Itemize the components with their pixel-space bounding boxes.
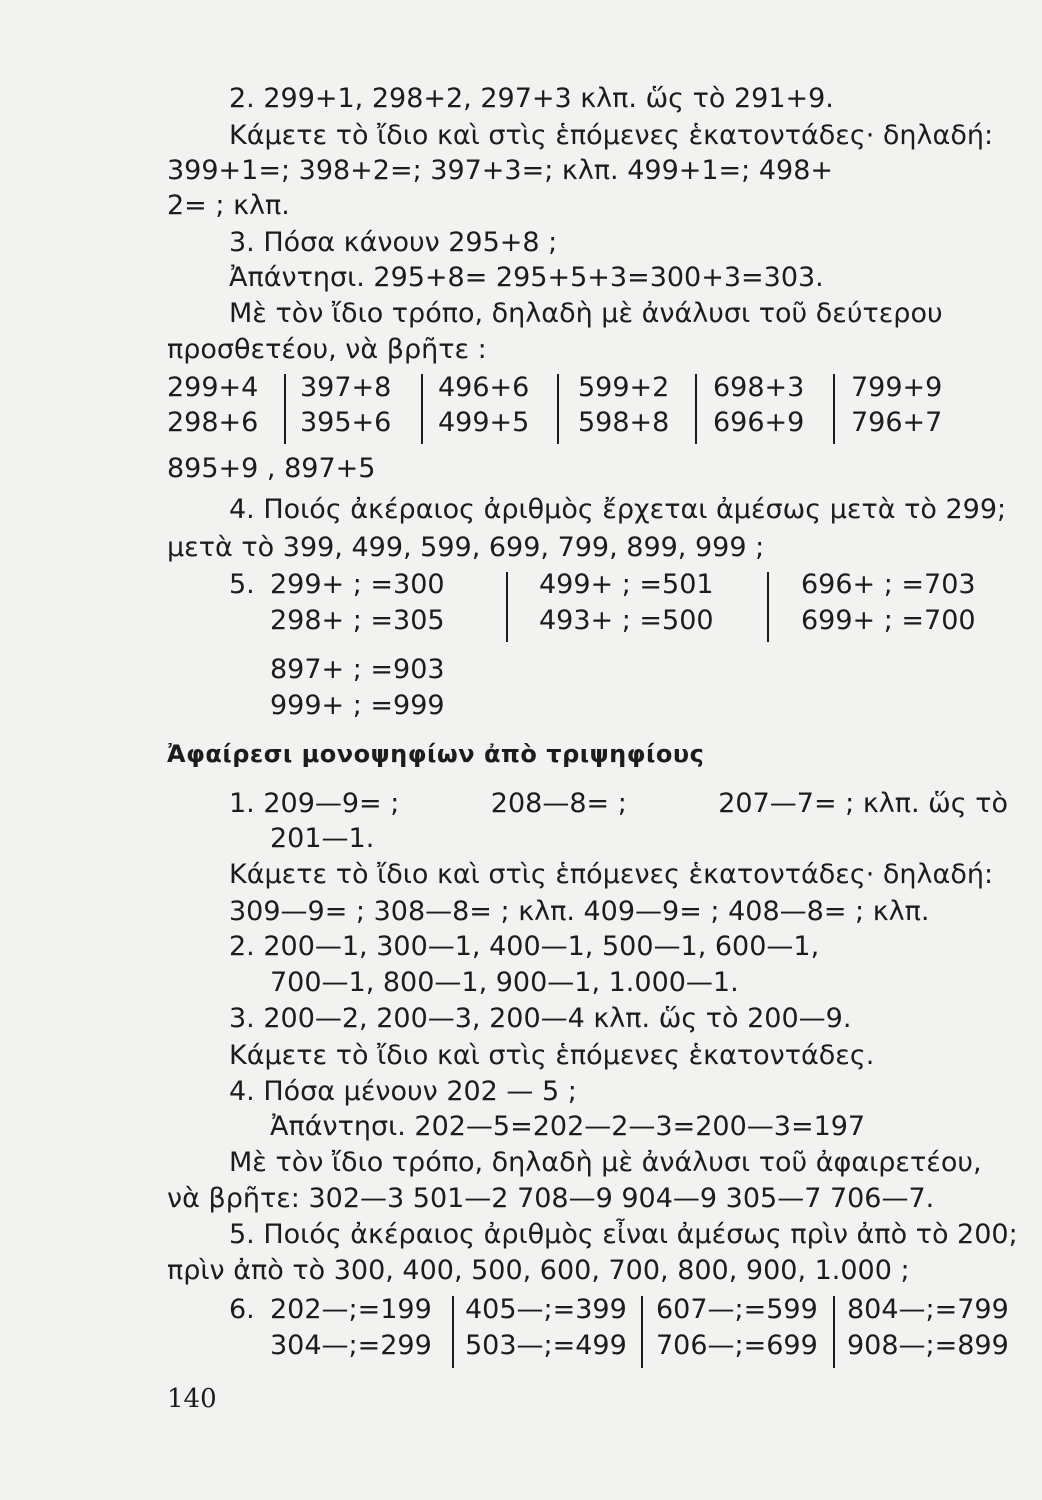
text-segment: 207—7= ; κλπ. ὥς τὸ	[718, 788, 1008, 819]
text-line: Κάμετε τὸ ἴδιο καὶ στὶς ἑπόμενες ἑκατοντάδες· δηλαδή:	[229, 859, 994, 890]
text-line: πρὶν ἀπὸ τὸ 300, 400, 500, 600, 700, 800, 900, 1.000 ;	[167, 1255, 910, 1286]
table-cell: 598+8	[578, 407, 670, 438]
text-line: προσθετέου, νὰ βρῆτε :	[167, 334, 487, 365]
table-cell: 908—;=899	[847, 1330, 1009, 1361]
text-line: 5. Ποιός ἀκέραιος ἀριθμὸς εἶναι ἀμέσως πρὶν ἀπὸ τὸ 200;	[229, 1219, 1018, 1250]
column-divider	[767, 572, 769, 642]
column-divider	[284, 374, 286, 444]
text-segment: 1. 209—9= ;	[229, 788, 400, 819]
text-line: μετὰ τὸ 399, 499, 599, 699, 799, 899, 999 ;	[167, 532, 765, 563]
section-heading: Ἀφαίρεσι μονοψηφίων ἀπὸ τριψηφίους	[167, 740, 705, 768]
table-cell: 804—;=799	[847, 1294, 1009, 1325]
text-line: 201—1.	[270, 823, 375, 854]
column-divider	[833, 1296, 835, 1368]
table-cell: 503—;=499	[465, 1330, 627, 1361]
table-cell: 696+9	[713, 407, 805, 438]
text-line: Ἀπάντησι. 202—5=202—2—3=200—3=197	[270, 1111, 866, 1142]
table-cell: 607—;=599	[656, 1294, 818, 1325]
table-cell: 304—;=299	[270, 1330, 432, 1361]
table-cell: 298+6	[167, 407, 259, 438]
text-line: 999+ ; =999	[270, 690, 445, 721]
text-line: Κάμετε τὸ ἴδιο καὶ στὶς ἑπόμενες ἑκατοντάδες· δηλαδή:	[229, 120, 994, 151]
text-line: 895+9 , 897+5	[167, 453, 376, 484]
exercise-number: 6.	[229, 1294, 255, 1325]
table-cell: 796+7	[851, 407, 943, 438]
exercise-item: 699+ ; =700	[801, 605, 976, 636]
table-cell: 299+4	[167, 372, 259, 403]
text-segment: 208—8= ;	[490, 788, 627, 819]
page-number: 140	[167, 1384, 217, 1414]
table-cell: 395+6	[300, 407, 392, 438]
text-line: 309—9= ; 308—8= ; κλπ. 409—9= ; 408—8= ; κλπ.	[229, 896, 930, 927]
column-divider	[833, 374, 835, 444]
exercise-number: 5.	[229, 569, 255, 600]
table-cell: 405—;=399	[465, 1294, 627, 1325]
table-cell: 499+5	[438, 407, 530, 438]
column-divider	[452, 1296, 454, 1368]
exercise-item: 696+ ; =703	[801, 569, 976, 600]
table-cell: 202—;=199	[270, 1294, 432, 1325]
column-divider	[557, 374, 559, 444]
text-line: 700—1, 800—1, 900—1, 1.000—1.	[270, 967, 739, 998]
text-line: 897+ ; =903	[270, 654, 445, 685]
table-cell: 698+3	[713, 372, 805, 403]
table-cell: 496+6	[438, 372, 530, 403]
exercise-item: 493+ ; =500	[539, 605, 714, 636]
text-line: 4. Πόσα μένουν 202 — 5 ;	[229, 1076, 577, 1107]
column-divider	[695, 374, 697, 444]
exercise-item: 499+ ; =501	[539, 569, 714, 600]
column-divider	[641, 1296, 643, 1368]
text-line: Μὲ τὸν ἴδιο τρόπο, δηλαδὴ μὲ ἀνάλυσι τοῦ δεύτερου	[229, 298, 943, 329]
text-line: 2. 200—1, 300—1, 400—1, 500—1, 600—1,	[229, 931, 820, 962]
text-line: νὰ βρῆτε: 302—3 501—2 708—9 904—9 305—7 706—7.	[167, 1183, 935, 1214]
text-line	[229, 787, 1008, 821]
text-line: 399+1=; 398+2=; 397+3=; κλπ. 499+1=; 498+	[167, 155, 834, 186]
text-line: Ἀπάντησι. 295+8= 295+5+3=300+3=303.	[229, 262, 824, 293]
text-line: Μὲ τὸν ἴδιο τρόπο, δηλαδὴ μὲ ἀνάλυσι τοῦ ἀφαιρετέου,	[229, 1147, 982, 1178]
column-divider	[421, 374, 423, 444]
table-cell: 706—;=699	[656, 1330, 818, 1361]
table-cell: 599+2	[578, 372, 670, 403]
text-line: Κάμετε τὸ ἴδιο καὶ στὶς ἑπόμενες ἑκατοντάδες.	[229, 1040, 875, 1071]
table-cell: 799+9	[851, 372, 943, 403]
table-cell: 397+8	[300, 372, 392, 403]
text-line: 4. Ποιός ἀκέραιος ἀριθμὸς ἔρχεται ἀμέσως μετὰ τὸ 299;	[229, 494, 1007, 525]
exercise-item: 299+ ; =300	[270, 569, 445, 600]
exercise-item: 298+ ; =305	[270, 605, 445, 636]
text-line: 2= ; κλπ.	[167, 190, 290, 221]
text-line: 3. 200—2, 200—3, 200—4 κλπ. ὥς τὸ 200—9.	[229, 1003, 852, 1034]
column-divider	[506, 572, 508, 642]
text-line: 3. Πόσα κάνουν 295+8 ;	[229, 227, 558, 258]
text-line: 2. 299+1, 298+2, 297+3 κλπ. ὥς τὸ 291+9.	[229, 83, 834, 114]
